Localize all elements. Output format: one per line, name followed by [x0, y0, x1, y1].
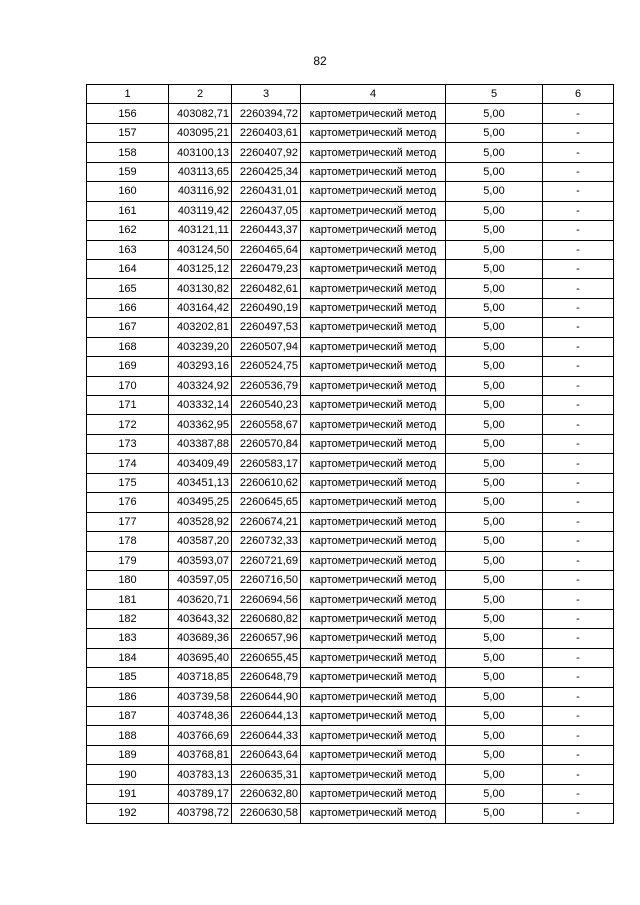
point-number-cell: 183 — [87, 629, 169, 648]
note-cell: - — [543, 259, 614, 278]
method-cell: картометрический метод — [301, 434, 446, 453]
method-cell: картометрический метод — [301, 493, 446, 512]
accuracy-cell: 5,00 — [446, 396, 543, 415]
table-row — [87, 745, 614, 764]
accuracy-cell: 5,00 — [446, 629, 543, 648]
method-cell: картометрический метод — [301, 473, 446, 492]
table-row — [87, 687, 614, 706]
y-coordinate-cell: 2260644,90 — [232, 687, 301, 706]
note-cell: - — [543, 318, 614, 337]
table-row — [87, 279, 614, 298]
note-cell: - — [543, 629, 614, 648]
point-number-cell: 173 — [87, 434, 169, 453]
point-number-cell: 188 — [87, 726, 169, 745]
point-number-cell: 170 — [87, 376, 169, 395]
note-cell: - — [543, 784, 614, 803]
method-cell: картометрический метод — [301, 512, 446, 531]
accuracy-cell: 5,00 — [446, 784, 543, 803]
accuracy-cell: 5,00 — [446, 454, 543, 473]
y-coordinate-cell: 2260644,13 — [232, 707, 301, 726]
accuracy-cell: 5,00 — [446, 687, 543, 706]
method-cell: картометрический метод — [301, 162, 446, 181]
note-cell: - — [543, 804, 614, 823]
accuracy-cell: 5,00 — [446, 570, 543, 589]
y-coordinate-cell: 2260482,61 — [232, 279, 301, 298]
note-cell: - — [543, 570, 614, 589]
coordinates-table — [86, 84, 614, 824]
y-coordinate-cell: 2260431,01 — [232, 182, 301, 201]
x-coordinate-cell: 403324,92 — [169, 376, 232, 395]
x-coordinate-cell: 403495,25 — [169, 493, 232, 512]
accuracy-cell: 5,00 — [446, 357, 543, 376]
point-number-cell: 171 — [87, 396, 169, 415]
method-cell: картометрический метод — [301, 298, 446, 317]
table-row — [87, 396, 614, 415]
x-coordinate-cell: 403739,58 — [169, 687, 232, 706]
table-row — [87, 337, 614, 356]
x-coordinate-cell: 403202,81 — [169, 318, 232, 337]
point-number-cell: 175 — [87, 473, 169, 492]
table-row — [87, 707, 614, 726]
table-row — [87, 318, 614, 337]
table-row — [87, 532, 614, 551]
x-coordinate-cell: 403239,20 — [169, 337, 232, 356]
point-number-cell: 179 — [87, 551, 169, 570]
point-number-cell: 176 — [87, 493, 169, 512]
x-coordinate-cell: 403528,92 — [169, 512, 232, 531]
method-cell: картометрический метод — [301, 648, 446, 667]
point-number-cell: 157 — [87, 123, 169, 142]
note-cell: - — [543, 687, 614, 706]
table-row — [87, 551, 614, 570]
table-row — [87, 201, 614, 220]
x-coordinate-cell: 403100,13 — [169, 143, 232, 162]
y-coordinate-cell: 2260497,53 — [232, 318, 301, 337]
method-cell: картометрический метод — [301, 804, 446, 823]
table-row — [87, 434, 614, 453]
note-cell: - — [543, 707, 614, 726]
point-number-cell: 181 — [87, 590, 169, 609]
method-cell: картометрический метод — [301, 123, 446, 142]
note-cell: - — [543, 473, 614, 492]
point-number-cell: 174 — [87, 454, 169, 473]
method-cell: картометрический метод — [301, 687, 446, 706]
note-cell: - — [543, 376, 614, 395]
note-cell: - — [543, 493, 614, 512]
accuracy-cell: 5,00 — [446, 493, 543, 512]
x-coordinate-cell: 403082,71 — [169, 104, 232, 123]
accuracy-cell: 5,00 — [446, 415, 543, 434]
note-cell: - — [543, 123, 614, 142]
accuracy-cell: 5,00 — [446, 804, 543, 823]
point-number-cell: 161 — [87, 201, 169, 220]
accuracy-cell: 5,00 — [446, 318, 543, 337]
method-cell: картометрический метод — [301, 318, 446, 337]
point-number-cell: 165 — [87, 279, 169, 298]
point-number-cell: 182 — [87, 609, 169, 628]
table-row — [87, 221, 614, 240]
y-coordinate-cell: 2260425,34 — [232, 162, 301, 181]
table-row — [87, 357, 614, 376]
point-number-cell: 166 — [87, 298, 169, 317]
x-coordinate-cell: 403587,20 — [169, 532, 232, 551]
point-number-cell: 190 — [87, 765, 169, 784]
y-coordinate-cell: 2260524,75 — [232, 357, 301, 376]
y-coordinate-cell: 2260465,64 — [232, 240, 301, 259]
note-cell: - — [543, 240, 614, 259]
column-header: 1 — [87, 85, 169, 104]
y-coordinate-cell: 2260732,33 — [232, 532, 301, 551]
point-number-cell: 158 — [87, 143, 169, 162]
table-row — [87, 182, 614, 201]
y-coordinate-cell: 2260610,62 — [232, 473, 301, 492]
accuracy-cell: 5,00 — [446, 221, 543, 240]
point-number-cell: 187 — [87, 707, 169, 726]
method-cell: картометрический метод — [301, 532, 446, 551]
accuracy-cell: 5,00 — [446, 765, 543, 784]
point-number-cell: 185 — [87, 668, 169, 687]
table-header-row — [87, 85, 614, 104]
table-row — [87, 629, 614, 648]
method-cell: картометрический метод — [301, 376, 446, 395]
x-coordinate-cell: 403643,32 — [169, 609, 232, 628]
accuracy-cell: 5,00 — [446, 143, 543, 162]
column-header: 2 — [169, 85, 232, 104]
note-cell: - — [543, 609, 614, 628]
method-cell: картометрический метод — [301, 104, 446, 123]
method-cell: картометрический метод — [301, 279, 446, 298]
y-coordinate-cell: 2260694,56 — [232, 590, 301, 609]
y-coordinate-cell: 2260437,05 — [232, 201, 301, 220]
accuracy-cell: 5,00 — [446, 104, 543, 123]
accuracy-cell: 5,00 — [446, 259, 543, 278]
x-coordinate-cell: 403718,85 — [169, 668, 232, 687]
y-coordinate-cell: 2260407,92 — [232, 143, 301, 162]
point-number-cell: 160 — [87, 182, 169, 201]
accuracy-cell: 5,00 — [446, 668, 543, 687]
x-coordinate-cell: 403113,65 — [169, 162, 232, 181]
y-coordinate-cell: 2260680,82 — [232, 609, 301, 628]
table-row — [87, 570, 614, 589]
method-cell: картометрический метод — [301, 609, 446, 628]
method-cell: картометрический метод — [301, 357, 446, 376]
table-row — [87, 143, 614, 162]
point-number-cell: 162 — [87, 221, 169, 240]
note-cell: - — [543, 104, 614, 123]
accuracy-cell: 5,00 — [446, 745, 543, 764]
x-coordinate-cell: 403116,92 — [169, 182, 232, 201]
y-coordinate-cell: 2260655,45 — [232, 648, 301, 667]
point-number-cell: 192 — [87, 804, 169, 823]
method-cell: картометрический метод — [301, 726, 446, 745]
y-coordinate-cell: 2260645,65 — [232, 493, 301, 512]
accuracy-cell: 5,00 — [446, 201, 543, 220]
note-cell: - — [543, 765, 614, 784]
x-coordinate-cell: 403164,42 — [169, 298, 232, 317]
point-number-cell: 186 — [87, 687, 169, 706]
note-cell: - — [543, 512, 614, 531]
method-cell: картометрический метод — [301, 240, 446, 259]
table-row — [87, 376, 614, 395]
y-coordinate-cell: 2260644,33 — [232, 726, 301, 745]
method-cell: картометрический метод — [301, 201, 446, 220]
y-coordinate-cell: 2260721,69 — [232, 551, 301, 570]
y-coordinate-cell: 2260490,19 — [232, 298, 301, 317]
method-cell: картометрический метод — [301, 396, 446, 415]
x-coordinate-cell: 403130,82 — [169, 279, 232, 298]
y-coordinate-cell: 2260540,23 — [232, 396, 301, 415]
accuracy-cell: 5,00 — [446, 434, 543, 453]
note-cell: - — [543, 298, 614, 317]
table-body — [87, 104, 614, 823]
y-coordinate-cell: 2260643,64 — [232, 745, 301, 764]
point-number-cell: 191 — [87, 784, 169, 803]
method-cell: картометрический метод — [301, 629, 446, 648]
note-cell: - — [543, 648, 614, 667]
note-cell: - — [543, 668, 614, 687]
method-cell: картометрический метод — [301, 668, 446, 687]
accuracy-cell: 5,00 — [446, 590, 543, 609]
column-header: 4 — [301, 85, 446, 104]
x-coordinate-cell: 403593,07 — [169, 551, 232, 570]
point-number-cell: 164 — [87, 259, 169, 278]
y-coordinate-cell: 2260583,17 — [232, 454, 301, 473]
table-row — [87, 668, 614, 687]
method-cell: картометрический метод — [301, 337, 446, 356]
point-number-cell: 189 — [87, 745, 169, 764]
table-row — [87, 473, 614, 492]
table-row — [87, 804, 614, 823]
table-row — [87, 123, 614, 142]
table-row — [87, 259, 614, 278]
x-coordinate-cell: 403798,72 — [169, 804, 232, 823]
accuracy-cell: 5,00 — [446, 551, 543, 570]
table-row — [87, 415, 614, 434]
note-cell: - — [543, 337, 614, 356]
x-coordinate-cell: 403748,36 — [169, 707, 232, 726]
point-number-cell: 177 — [87, 512, 169, 531]
table-row — [87, 648, 614, 667]
note-cell: - — [543, 201, 614, 220]
accuracy-cell: 5,00 — [446, 726, 543, 745]
note-cell: - — [543, 454, 614, 473]
x-coordinate-cell: 403362,95 — [169, 415, 232, 434]
method-cell: картометрический метод — [301, 590, 446, 609]
point-number-cell: 156 — [87, 104, 169, 123]
method-cell: картометрический метод — [301, 259, 446, 278]
table-row — [87, 590, 614, 609]
note-cell: - — [543, 143, 614, 162]
note-cell: - — [543, 415, 614, 434]
column-header: 5 — [446, 85, 543, 104]
x-coordinate-cell: 403766,69 — [169, 726, 232, 745]
accuracy-cell: 5,00 — [446, 337, 543, 356]
point-number-cell: 180 — [87, 570, 169, 589]
accuracy-cell: 5,00 — [446, 240, 543, 259]
x-coordinate-cell: 403387,88 — [169, 434, 232, 453]
y-coordinate-cell: 2260394,72 — [232, 104, 301, 123]
method-cell: картометрический метод — [301, 454, 446, 473]
table-row — [87, 726, 614, 745]
note-cell: - — [543, 162, 614, 181]
point-number-cell: 168 — [87, 337, 169, 356]
y-coordinate-cell: 2260570,84 — [232, 434, 301, 453]
point-number-cell: 178 — [87, 532, 169, 551]
x-coordinate-cell: 403293,16 — [169, 357, 232, 376]
accuracy-cell: 5,00 — [446, 182, 543, 201]
note-cell: - — [543, 551, 614, 570]
x-coordinate-cell: 403695,40 — [169, 648, 232, 667]
method-cell: картометрический метод — [301, 707, 446, 726]
x-coordinate-cell: 403597,05 — [169, 570, 232, 589]
column-header: 3 — [232, 85, 301, 104]
accuracy-cell: 5,00 — [446, 609, 543, 628]
table-row — [87, 162, 614, 181]
table-row — [87, 765, 614, 784]
x-coordinate-cell: 403768,81 — [169, 745, 232, 764]
x-coordinate-cell: 403124,50 — [169, 240, 232, 259]
table-row — [87, 512, 614, 531]
accuracy-cell: 5,00 — [446, 473, 543, 492]
accuracy-cell: 5,00 — [446, 512, 543, 531]
x-coordinate-cell: 403409,49 — [169, 454, 232, 473]
y-coordinate-cell: 2260630,58 — [232, 804, 301, 823]
y-coordinate-cell: 2260558,67 — [232, 415, 301, 434]
method-cell: картометрический метод — [301, 221, 446, 240]
accuracy-cell: 5,00 — [446, 162, 543, 181]
x-coordinate-cell: 403689,36 — [169, 629, 232, 648]
y-coordinate-cell: 2260443,37 — [232, 221, 301, 240]
note-cell: - — [543, 745, 614, 764]
note-cell: - — [543, 279, 614, 298]
table-row — [87, 609, 614, 628]
x-coordinate-cell: 403125,12 — [169, 259, 232, 278]
method-cell: картометрический метод — [301, 765, 446, 784]
accuracy-cell: 5,00 — [446, 376, 543, 395]
y-coordinate-cell: 2260403,61 — [232, 123, 301, 142]
note-cell: - — [543, 434, 614, 453]
y-coordinate-cell: 2260632,80 — [232, 784, 301, 803]
y-coordinate-cell: 2260536,79 — [232, 376, 301, 395]
method-cell: картометрический метод — [301, 745, 446, 764]
table-row — [87, 784, 614, 803]
x-coordinate-cell: 403332,14 — [169, 396, 232, 415]
point-number-cell: 169 — [87, 357, 169, 376]
x-coordinate-cell: 403095,21 — [169, 123, 232, 142]
table-row — [87, 104, 614, 123]
x-coordinate-cell: 403121,11 — [169, 221, 232, 240]
y-coordinate-cell: 2260716,50 — [232, 570, 301, 589]
y-coordinate-cell: 2260657,96 — [232, 629, 301, 648]
note-cell: - — [543, 357, 614, 376]
point-number-cell: 172 — [87, 415, 169, 434]
table-row — [87, 298, 614, 317]
x-coordinate-cell: 403451,13 — [169, 473, 232, 492]
method-cell: картометрический метод — [301, 182, 446, 201]
x-coordinate-cell: 403783,13 — [169, 765, 232, 784]
accuracy-cell: 5,00 — [446, 648, 543, 667]
accuracy-cell: 5,00 — [446, 123, 543, 142]
note-cell: - — [543, 726, 614, 745]
point-number-cell: 163 — [87, 240, 169, 259]
note-cell: - — [543, 396, 614, 415]
note-cell: - — [543, 221, 614, 240]
point-number-cell: 167 — [87, 318, 169, 337]
table-row — [87, 493, 614, 512]
point-number-cell: 184 — [87, 648, 169, 667]
accuracy-cell: 5,00 — [446, 298, 543, 317]
y-coordinate-cell: 2260674,21 — [232, 512, 301, 531]
page-number: 82 — [313, 54, 327, 68]
y-coordinate-cell: 2260635,31 — [232, 765, 301, 784]
y-coordinate-cell: 2260479,23 — [232, 259, 301, 278]
method-cell: картометрический метод — [301, 143, 446, 162]
x-coordinate-cell: 403620,71 — [169, 590, 232, 609]
x-coordinate-cell: 403789,17 — [169, 784, 232, 803]
method-cell: картометрический метод — [301, 415, 446, 434]
column-header: 6 — [543, 85, 614, 104]
table-row — [87, 240, 614, 259]
point-number-cell: 159 — [87, 162, 169, 181]
table-row — [87, 454, 614, 473]
method-cell: картометрический метод — [301, 784, 446, 803]
note-cell: - — [543, 182, 614, 201]
note-cell: - — [543, 532, 614, 551]
method-cell: картометрический метод — [301, 551, 446, 570]
accuracy-cell: 5,00 — [446, 707, 543, 726]
y-coordinate-cell: 2260648,79 — [232, 668, 301, 687]
note-cell: - — [543, 590, 614, 609]
accuracy-cell: 5,00 — [446, 532, 543, 551]
method-cell: картометрический метод — [301, 570, 446, 589]
x-coordinate-cell: 403119,42 — [169, 201, 232, 220]
y-coordinate-cell: 2260507,94 — [232, 337, 301, 356]
accuracy-cell: 5,00 — [446, 279, 543, 298]
